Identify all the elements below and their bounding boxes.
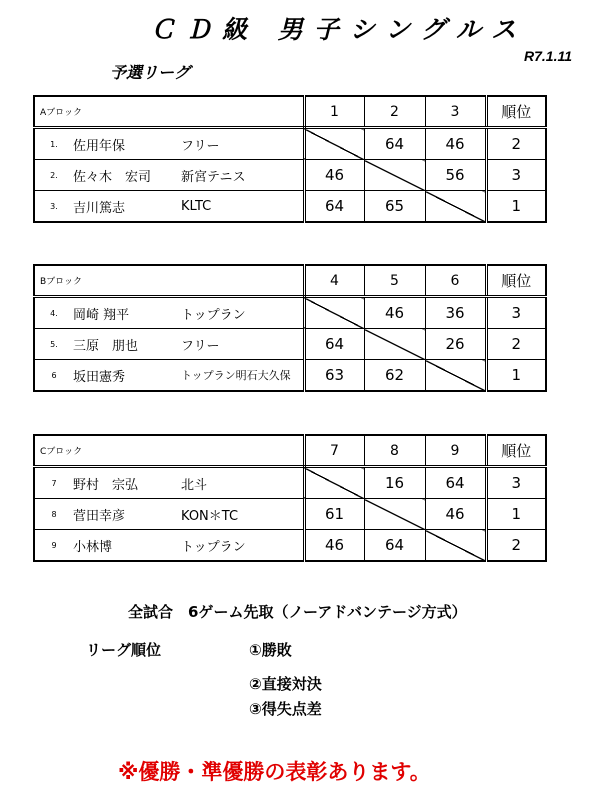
player-number: 9: [51, 540, 57, 550]
event-date: R7.1.11: [524, 48, 572, 64]
self-match-diagonal-cell: [425, 530, 486, 562]
score-cell: 46: [364, 297, 425, 329]
player-name: 野村 宗弘: [73, 477, 139, 493]
self-match-diagonal-cell: [425, 360, 486, 392]
score-cell: 46: [425, 499, 486, 530]
score-cell: 16: [364, 467, 425, 499]
rank-header: 順位: [486, 265, 546, 297]
player-name: 佐用年保: [73, 138, 126, 154]
self-match-diagonal-cell: [304, 128, 364, 160]
rank-value: 3: [486, 297, 546, 329]
self-match-diagonal-cell: [425, 191, 486, 223]
rank-value: 3: [486, 467, 546, 499]
player-club: トップラン明石大久保: [181, 369, 291, 382]
score-cell: 26: [425, 329, 486, 360]
rank-value: 1: [486, 191, 546, 223]
player-name: 三原 朋也: [73, 338, 139, 354]
match-format-text: 全試合 6ゲーム先取（ノーアドバンテージ方式）: [128, 603, 467, 621]
player-number: 4.: [50, 308, 58, 318]
player-number: 8: [51, 509, 57, 519]
score-cell: 65: [364, 191, 425, 223]
player-row: [34, 467, 546, 499]
rank-value: 2: [486, 128, 546, 160]
player-cell: [34, 191, 304, 223]
player-club: トップラン: [181, 539, 246, 555]
score-cell: 64: [364, 128, 425, 160]
score-cell: 64: [425, 467, 486, 499]
column-header-player-number: 1: [304, 96, 364, 128]
player-row: [34, 160, 546, 191]
self-match-diagonal-cell: [364, 329, 425, 360]
column-header-player-number: 5: [364, 265, 425, 297]
rank-header: 順位: [486, 96, 546, 128]
self-match-diagonal-cell: [304, 297, 364, 329]
player-cell: [34, 160, 304, 191]
criterion-3: ③得失点差: [249, 700, 322, 718]
score-cell: 46: [304, 530, 364, 562]
player-cell: [34, 329, 304, 360]
league-table-block-1: [33, 95, 547, 223]
score-cell: 56: [425, 160, 486, 191]
rank-value: 2: [486, 329, 546, 360]
score-cell: 46: [425, 128, 486, 160]
player-club: 北斗: [181, 477, 208, 493]
player-name: 小林博: [73, 539, 113, 555]
league-order-label: リーグ順位: [86, 641, 162, 659]
score-cell: 64: [304, 191, 364, 223]
table-header-row: [34, 265, 546, 297]
column-header-player-number: 8: [364, 435, 425, 467]
rank-value: 2: [486, 530, 546, 562]
player-cell: [34, 467, 304, 499]
table-header-row: [34, 96, 546, 128]
column-header-player-number: 2: [364, 96, 425, 128]
player-club: KLTC: [181, 198, 212, 214]
player-club: トップラン: [181, 307, 246, 323]
player-club: KON＊TC: [181, 508, 239, 524]
column-header-player-number: 4: [304, 265, 364, 297]
rank-header: 順位: [486, 435, 546, 467]
score-cell: 64: [304, 329, 364, 360]
player-number: 7: [51, 478, 57, 488]
block-name: Cブロック: [34, 435, 304, 467]
player-row: [34, 499, 546, 530]
player-cell: [34, 360, 304, 392]
award-notice: ※優勝・準優勝の表彰あります。: [118, 760, 431, 784]
player-name: 岡崎 翔平: [73, 307, 130, 323]
player-name: 菅田幸彦: [73, 508, 126, 524]
player-row: [34, 128, 546, 160]
table-header-row: [34, 435, 546, 467]
score-cell: 63: [304, 360, 364, 392]
player-number: 5.: [50, 339, 58, 349]
score-cell: 36: [425, 297, 486, 329]
criterion-1: ①勝敗: [249, 641, 292, 659]
player-cell: [34, 530, 304, 562]
player-name: 坂田憲秀: [73, 369, 126, 385]
player-cell: [34, 499, 304, 530]
score-cell: 64: [364, 530, 425, 562]
rank-value: 3: [486, 160, 546, 191]
player-row: [34, 297, 546, 329]
player-name: 佐々木 宏司: [73, 169, 152, 185]
player-row: [34, 329, 546, 360]
column-header-player-number: 9: [425, 435, 486, 467]
column-header-player-number: 3: [425, 96, 486, 128]
player-number: 2.: [50, 170, 58, 180]
block-name: Aブロック: [34, 96, 304, 128]
player-number: 6: [51, 370, 57, 380]
player-club: 新宮テニス: [181, 169, 246, 185]
player-cell: [34, 297, 304, 329]
block-name: Bブロック: [34, 265, 304, 297]
score-cell: 46: [304, 160, 364, 191]
page-title: ＣＤ級 男子シングルス: [150, 15, 528, 44]
self-match-diagonal-cell: [304, 467, 364, 499]
player-number: 3.: [50, 201, 58, 211]
rank-value: 1: [486, 499, 546, 530]
rank-value: 1: [486, 360, 546, 392]
criterion-2: ②直接対決: [249, 675, 322, 693]
player-cell: [34, 128, 304, 160]
score-cell: 62: [364, 360, 425, 392]
league-table-block-2: [33, 264, 547, 392]
player-club: フリー: [181, 138, 220, 154]
section-subtitle: 予選リーグ: [110, 63, 191, 82]
score-cell: 61: [304, 499, 364, 530]
player-name: 吉川篤志: [73, 200, 126, 216]
player-club: フリー: [181, 338, 220, 354]
column-header-player-number: 7: [304, 435, 364, 467]
league-table-block-3: [33, 434, 547, 562]
player-row: [34, 191, 546, 223]
self-match-diagonal-cell: [364, 499, 425, 530]
self-match-diagonal-cell: [364, 160, 425, 191]
player-row: [34, 530, 546, 562]
column-header-player-number: 6: [425, 265, 486, 297]
player-row: [34, 360, 546, 392]
player-number: 1.: [50, 139, 58, 149]
